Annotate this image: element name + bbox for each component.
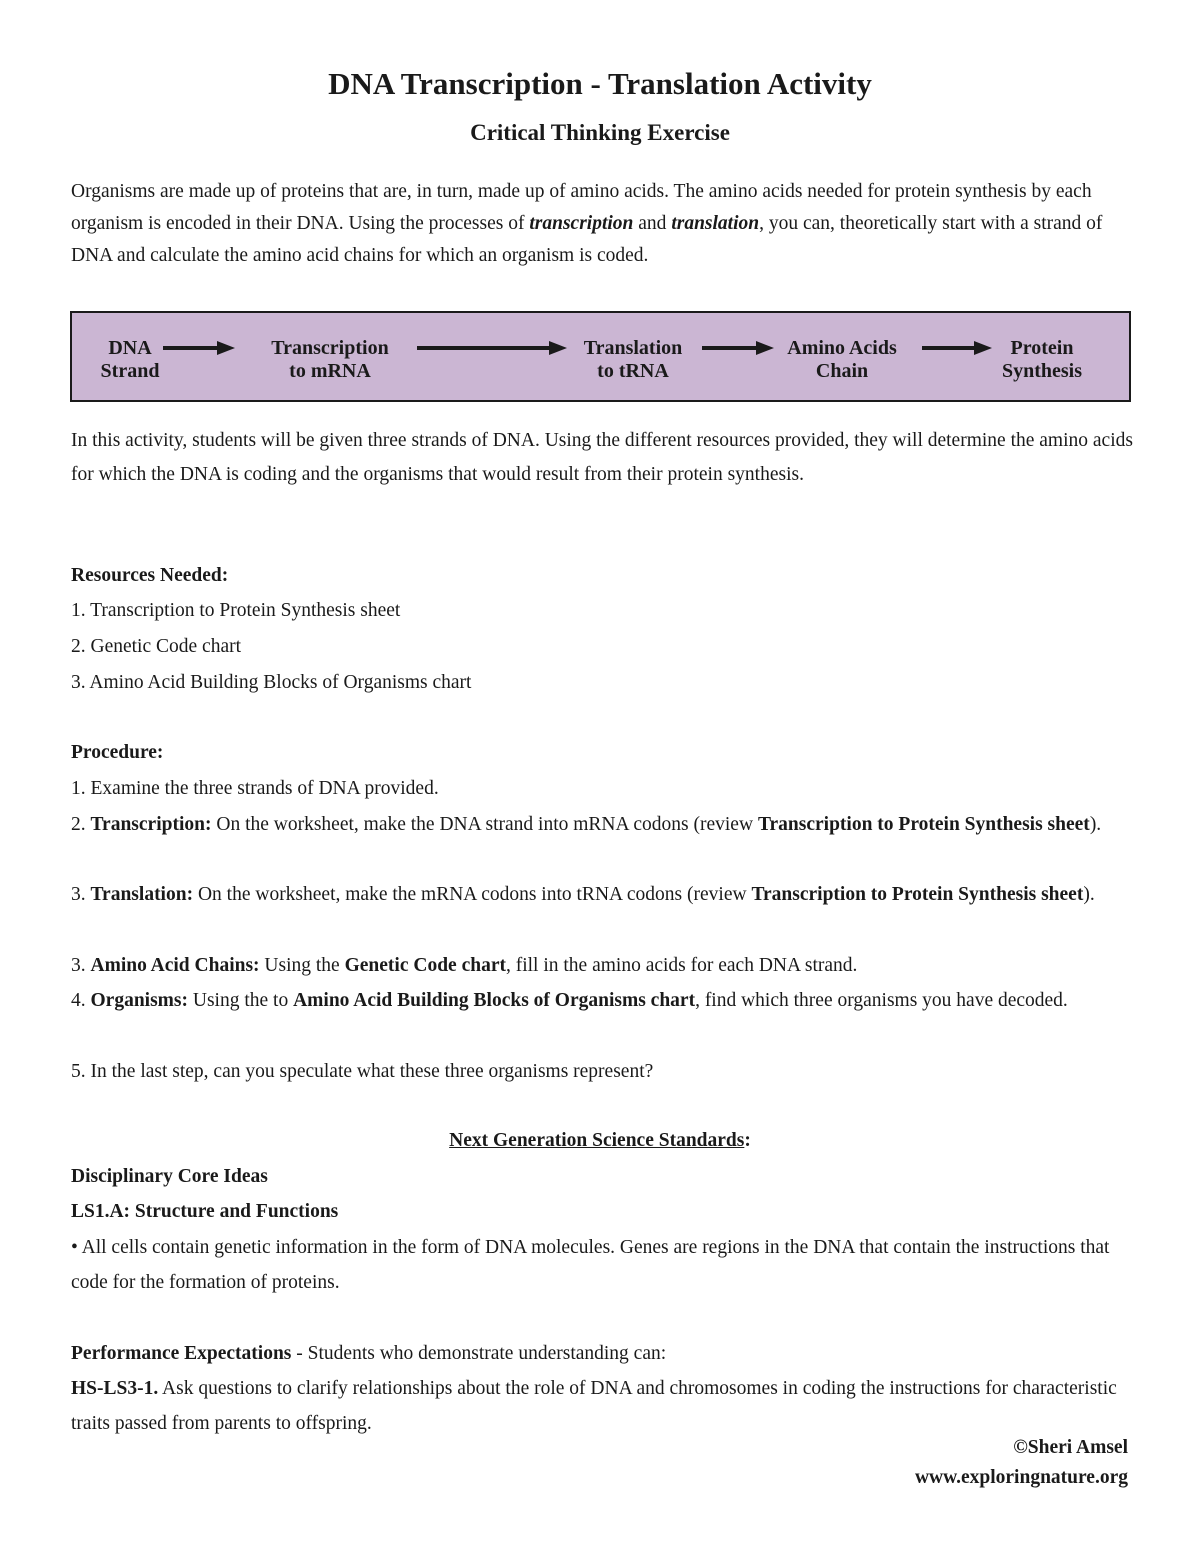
standard-code: HS-LS3-1.	[71, 1378, 159, 1399]
step-label: Amino Acid Chains:	[90, 955, 260, 976]
process-flow-diagram	[70, 311, 1131, 402]
hs-ls3-1-standard	[71, 1371, 1141, 1441]
arrow-right-icon	[417, 341, 567, 355]
flow-step-line: Transcription	[271, 337, 389, 359]
procedure-step-2	[71, 807, 1141, 842]
resource-item: 3. Amino Acid Building Blocks of Organisms chart	[71, 672, 472, 693]
term-transcription: transcription	[529, 213, 634, 234]
step-text: ).	[1089, 814, 1102, 835]
standard-text: Ask questions to clarify relationships about the role of DNA and chromosomes in coding the instructions for characteristic traits passed from parents to offspring.	[71, 1378, 1117, 1434]
procedure-step-4	[71, 955, 1141, 977]
step-text: , fill in the amino acids for each DNA strand.	[505, 955, 858, 976]
flow-step-dna-strand	[94, 337, 166, 383]
flow-step-protein-synthesis	[987, 337, 1097, 383]
arrow-right-icon	[922, 341, 992, 355]
step-number: 2.	[71, 814, 91, 835]
step-reference: Transcription to Protein Synthesis sheet	[751, 884, 1084, 905]
performance-expectations	[71, 1343, 1141, 1365]
step-reference: Transcription to Protein Synthesis sheet	[757, 814, 1090, 835]
procedure-heading: Procedure:	[71, 742, 164, 763]
step-text: , find which three organisms you have decoded.	[695, 990, 1068, 1011]
flow-step-line: Amino Acids	[787, 337, 897, 359]
flow-step-line: Strand	[100, 360, 160, 382]
step-label: Organisms:	[90, 990, 188, 1011]
flow-step-line: Protein	[1010, 337, 1074, 359]
intro-paragraph	[71, 176, 1141, 272]
flow-step-line: Translation	[583, 337, 683, 359]
step-reference: Amino Acid Building Blocks of Organisms chart	[293, 990, 696, 1011]
standards-heading-colon: :	[744, 1130, 751, 1151]
flow-step-translation	[568, 337, 698, 383]
step-text: ).	[1083, 884, 1095, 905]
step-number: 3.	[71, 955, 91, 976]
step-label: Transcription:	[90, 814, 212, 835]
standards-heading	[0, 1130, 1200, 1152]
flow-step-amino-acids	[772, 337, 912, 383]
flow-step-line: Synthesis	[1001, 360, 1083, 382]
ls1a-heading: LS1.A: Structure and Functions	[71, 1201, 339, 1222]
arrow-right-icon	[163, 341, 235, 355]
procedure-step-6: 5. In the last step, can you speculate what these three organisms represent?	[71, 1061, 654, 1082]
activity-paragraph: In this activity, students will be given three strands of DNA. Using the different resources provided, they will determine the amino acids for which the DNA is coding and the organisms that would result from their protein synthesis.	[71, 430, 1133, 485]
intro-text-1: Organisms are made up of proteins that are, in turn, made up of amino acids. The amino acids needed for protein synthesis by each organism is encoded in their DNA. Using the processes of	[71, 181, 1092, 234]
step-label: Translation:	[90, 884, 194, 905]
term-translation: translation	[671, 213, 760, 234]
procedure-step-3	[71, 877, 1141, 912]
dci-heading: Disciplinary Core Ideas	[71, 1166, 268, 1187]
arrow-right-icon	[702, 341, 774, 355]
resource-item: 2. Genetic Code chart	[71, 636, 242, 657]
step-number: 3.	[71, 884, 91, 905]
author-credit: ©Sheri Amsel	[1013, 1437, 1128, 1458]
resource-item: 1. Transcription to Protein Synthesis sheet	[71, 600, 401, 621]
intro-text-2: and	[633, 213, 672, 234]
ls1a-text: • All cells contain genetic information in the form of DNA molecules. Genes are regions in the DNA that contain the instructions that code for the formation of proteins.	[71, 1237, 1110, 1293]
step-text: Using the to	[188, 990, 294, 1011]
flow-step-line: DNA	[108, 337, 152, 359]
page-title: DNA Transcription - Translation Activity	[328, 66, 872, 101]
pe-text: - Students who demonstrate understanding can:	[291, 1343, 667, 1364]
step-text: On the worksheet, make the mRNA codons into tRNA codons (review	[193, 884, 752, 905]
intro-text-3: , you can, theoretically start with a strand of DNA and calculate the amino acid chains for which an organism is coded.	[71, 213, 1103, 266]
step-text: Using the	[259, 955, 345, 976]
page-subtitle: Critical Thinking Exercise	[470, 120, 730, 145]
procedure-step-1: 1. Examine the three strands of DNA provided.	[71, 778, 439, 799]
flow-step-line: to mRNA	[289, 360, 371, 382]
pe-heading: Performance Expectations	[71, 1343, 292, 1364]
step-text: On the worksheet, make the DNA strand into mRNA codons (review	[211, 814, 758, 835]
procedure-step-5	[71, 983, 1141, 1018]
resources-heading: Resources Needed:	[71, 565, 229, 586]
flow-step-line: Chain	[815, 360, 869, 382]
flow-step-line: to tRNA	[597, 360, 669, 382]
website-link[interactable]: www.exploringnature.org	[914, 1467, 1128, 1488]
standards-heading-text: Next Generation Science Standards	[449, 1130, 745, 1151]
step-number: 4.	[71, 990, 91, 1011]
flow-step-transcription	[255, 337, 405, 383]
step-reference: Genetic Code chart	[344, 955, 506, 976]
